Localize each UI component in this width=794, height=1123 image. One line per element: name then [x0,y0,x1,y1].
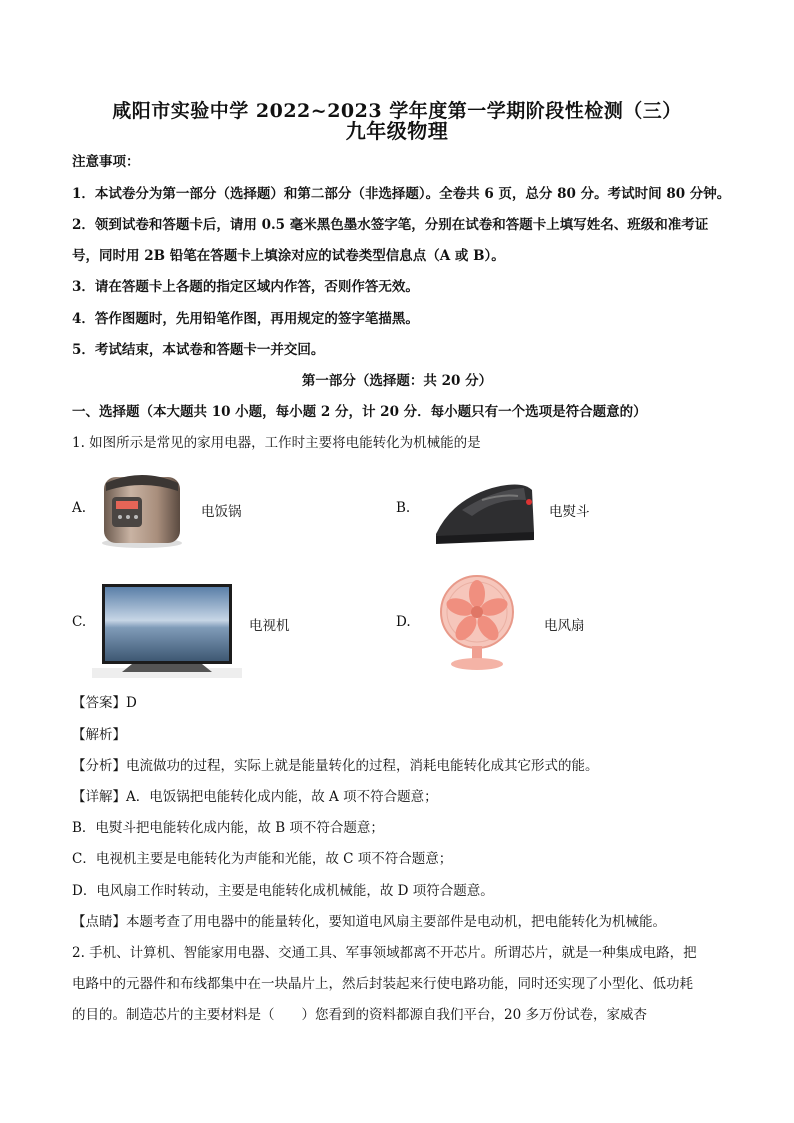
exam-title: 咸阳市实验中学 2022~2023 学年度第一学期阶段性检测（三） [112,100,682,122]
electric-iron-image [432,470,538,550]
notice-item-2-cont: 号，同时用 2B 铅笔在答题卡上填涂对应的试卷类型信息点（A 或 B）。 [72,248,505,264]
notice-item-1: 1．本试卷分为第一部分（选择题）和第二部分（非选择题）。全卷共 6 页，总分 80 分。考试时间 80 分钟。 [72,186,731,202]
option-a-label: 电饭锅 [201,504,242,520]
question-2-line-2: 电路中的元器件和布线都集中在一块晶片上，然后封装起来行使电路功能，同时还实现了小型化、低功耗 [72,976,693,992]
option-c-label: 电视机 [249,618,290,634]
detail-b: B．电熨斗把电能转化成内能，故 B 项不符合题意； [72,820,384,836]
option-c-letter: C. [72,614,87,630]
question-2-line-1: 2. 手机、计算机、智能家用电器、交通工具、军事领域都离不开芯片。所谓芯片，就是一种集成电路，把 [72,945,697,961]
notice-item-3: 3．请在答题卡上各题的指定区域内作答，否则作答无效。 [72,279,419,295]
option-b-label: 电熨斗 [549,504,590,520]
analysis-heading: 【解析】 [72,727,126,743]
notice-item-2: 2．领到试卷和答题卡后，请用 0.5 毫米黑色墨水签字笔，分别在试卷和答题卡上填写姓名、班级和准考证 [72,217,709,233]
option-d-letter: D. [396,614,411,630]
option-a-letter: A. [72,500,87,516]
analysis: 【分析】电流做功的过程，实际上就是能量转化的过程，消耗电能转化成其它形式的能。 [72,758,599,774]
television-image [92,580,242,678]
comment: 【点睛】本题考查了用电器中的能量转化，要知道电风扇主要部件是电动机，把电能转化为机械能。 [72,914,666,930]
electric-fan-image [432,572,522,672]
notice-item-5: 5．考试结束，本试卷和答题卡一并交回。 [72,342,325,358]
detail-c: C．电视机主要是电能转化为声能和光能，故 C 项不符合题意； [72,851,453,867]
option-b-letter: B. [396,500,411,516]
exam-subtitle: 九年级物理 [345,119,449,143]
detail-a: 【详解】A．电饭锅把电能转化成内能，故 A 项不符合题意； [72,789,438,805]
question-2-line-3: 的目的。制造芯片的主要材料是（ ）您看到的资料都源自我们平台，20 多万份试卷，家威杏 [72,1007,647,1023]
question-1-stem: 1. 如图所示是常见的家用电器，工作时主要将电能转化为机械能的是 [72,435,481,451]
detail-d: D．电风扇工作时转动，主要是电能转化成机械能，故 D 项符合题意。 [72,883,494,899]
notice-item-4: 4．答作图题时，先用铅笔作图，再用规定的签字笔描黑。 [72,311,419,327]
part1-heading: 第一部分（选择题：共 20 分） [301,373,493,389]
answer: 【答案】D [72,695,137,711]
option-d-label: 电风扇 [544,618,585,634]
notice-heading: 注意事项： [72,154,140,170]
section-heading: 一、选择题（本大题共 10 小题，每小题 2 分，计 20 分．每小题只有一个选项是符合题意的） [72,404,647,420]
rice-cooker-image [98,465,186,549]
